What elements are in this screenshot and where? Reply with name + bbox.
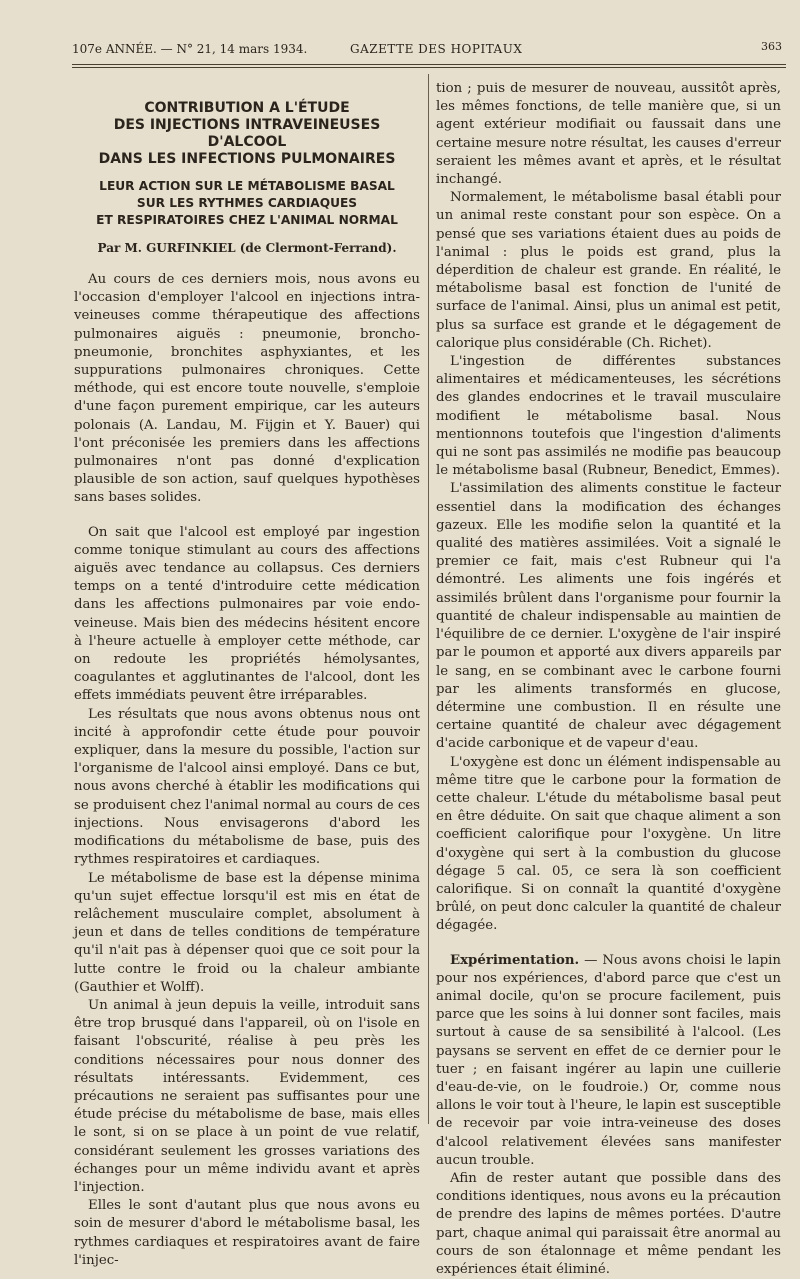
article-title (74, 100, 420, 168)
paragraph: L'ingestion de différentes substances alimentaires et médicamenteuses, les sécrétions des glandes endocrines et le travail musculaire modifient le métabolisme basal. Nous mentionnons toutefois que l'ingestion d'aliments qui ne sont pas assimilés ne modifie pas beaucoup le métabolisme basal (Rubneur, Benedict, Emmes). (436, 354, 781, 479)
header-rule (72, 67, 786, 68)
paragraph: Le métabolisme de base est la dépense minima qu'un sujet effectue lorsqu'il est mis en état de relâchement musculaire complet, absolument à jeun et dans de telles conditions de température qu'il n'ait pas à dépenser quoi que ce soit pour la lutte contre le froid ou la chaleur ambiante (Gauthier et Wolff). (74, 870, 420, 995)
subtitle-line: SUR LES RYTHMES CARDIAQUES (136, 196, 358, 210)
paragraph: L'oxygène est donc un élément indispensable au même titre que le carbone pour la formation de cette chaleur. L'étude du métabolisme basal peut en être déduite. On sait que chaque aliment a son coefficient calorifique pour l'oxygène. Un litre d'oxygène qui sert à la combustion du glucose dégage 5 cal. 05, ce sera là son coefficient calorifique. Si on connaît la quantité d'oxygène brûlé, on peut donc calculer la quantité de chaleur dégagée. (436, 754, 781, 934)
experiment-paragraph (436, 952, 781, 1170)
paragraph-text: — Nous avons choisi le lapin pour nos expériences, d'abord parce que c'est un animal docile, qu'on se procure facilement, puis parce que les soins à lui donner sont faciles, mais surtout à cause de sa sensibilité à l'alcool. (Les paysans se servent en effet de ce dernier pour le tuer ; en faisant ingérer au lapin une cuillerie d'eau-de-vie, on le foudroie.) Or, comme nous allons le voir tout à l'heure, le lapin est susceptible de recevoir par voie intra-veineuse des doses d'alcool relativement élevées sans manifester aucun trouble. (436, 952, 781, 1168)
paragraph: Au cours de ces derniers mois, nous avons eu l'occasion d'employer l'alcool en injections intra-veineuses comme thérapeutique des affections pulmonaires aiguës : pneumonie, broncho-pneumonie, bronchites asphyxiantes, et les suppurations pulmonaires chroniques. Cette méthode, qui est encore toute nouvelle, s'emploie d'une façon purement empirique, car les auteurs polonais (A. Landau, M. Fijgin et Y. Bauer) qui l'ont préconisée les premiers dans les affections pulmonaires n'ont pas donné d'explication plausible de son action, sauf quelques hypothèses sans bases solides. (74, 272, 420, 506)
article-subtitle (74, 178, 420, 229)
journal-title: GAZETTE DES HOPITAUX (350, 42, 523, 56)
subtitle-line: ET RESPIRATOIRES CHEZ L'ANIMAL NORMAL (96, 213, 398, 227)
paragraph: Les résultats que nous avons obtenus nous ont incité à approfondir cette étude pour pouvoir expliquer, dans la mesure du possible, l'action sur l'organisme de l'alcool ainsi employé. Dans ce but, nous avons cherché à établir les modifications qui se produisent chez l'animal normal au cours de ces injections. Nous envisagerons d'abord les modifications du métabolisme de base, puis des rythmes respiratoires et cardiaques. (74, 706, 420, 868)
title-line: CONTRIBUTION A L'ÉTUDE (144, 100, 350, 116)
title-line: DES INJECTIONS INTRAVEINEUSES D'ALCOOL (113, 117, 381, 150)
subtitle-line: LEUR ACTION SUR LE MÉTABOLISME BASAL (99, 179, 395, 193)
running-header (72, 40, 782, 60)
title-line: DANS LES INFECTIONS PULMONAIRES (98, 151, 396, 167)
paragraph: Elles le sont d'autant plus que nous avons eu soin de mesurer d'abord le métabolisme basal, les rythmes cardiaques et respiratoires avant de faire l'injec- (74, 1198, 420, 1268)
paragraph: tion ; puis de mesurer de nouveau, aussitôt après, les mêmes fonctions, de telle manière que, si un agent extérieur modifiait ou faussait dans une certaine mesure notre résultat, les causes d'erreur seraient les mêmes avant et après, et le résultat inchangé. (436, 81, 781, 188)
paragraph: L'assimilation des aliments constitue le facteur essentiel dans la modification des échanges gazeux. Elle les modifie selon la quantité et la qualité des matières assimilées. Voit a signalé le premier ce fait, mais c'est Rubneur qui l'a démontré. Les aliments une fois ingérés et assimilés brûlent dans l'organisme pour fournir la quantité de chaleur indispensable au maintien de l'équilibre de ce dernier. L'oxygène de l'air inspiré par le poumon et apporté aux divers appareils par le sang, en se combinant avec le carbone fourni par les aliments transformés en glucose, détermine une combustion. Il en résulte une certaine quantité de chaleur avec dégagement d'acide carbonique et de vapeur d'eau. (436, 481, 781, 752)
left-column (74, 80, 420, 1270)
page-number: 363 (761, 40, 782, 53)
header-rule (72, 64, 786, 65)
paragraph: Normalement, le métabolisme basal établi pour un animal reste constant pour son espèce. On a pensé que ses variations étaient dues au poids de l'animal : plus le poids est grand, plus la déperdition de chaleur est grande. En réalité, le métabolisme basal est fonction de l'unité de surface de l'animal. Ainsi, plus un animal est petit, plus sa surface est grande et le dégagement de calorique plus considérable (Ch. Richet). (436, 190, 781, 351)
issue-info: 107e ANNÉE. — N° 21, 14 mars 1934. (72, 42, 308, 56)
section-heading: Expérimentation. (450, 952, 580, 968)
paragraph: Un animal à jeun depuis la veille, introduit sans être trop brusqué dans l'appareil, où on l'isole en faisant l'obscurité, réalise à peu près les conditions nécessaires pour nous donner des résultats intéressants. Evidemment, ces précautions ne seraient pas suffisantes pour une étude précise du métabolisme de base, mais elles le sont, si on se place à un point de vue relatif, considérant seulement les grosses variations des échanges pour un même individu avant et après l'injection. (74, 997, 420, 1195)
author-byline: Par M. GURFINKIEL (de Clermont-Ferrand). (97, 241, 397, 255)
paragraph: On sait que l'alcool est employé par ingestion comme tonique stimulant au cours des affections aiguës avec tendance au collapsus. Ces derniers temps on a tenté d'introduire cette médication dans les affections pulmonaires par voie endo-veineuse. Mais bien des médecins hésitent encore à l'heure actuelle à employer cette méthode, car on redoute les propriétés hémolysantes, coagulantes et agglutinantes de l'alcool, dont les effets immédiats peuvent être irréparables. (74, 524, 420, 704)
column-divider (428, 74, 429, 1124)
right-column (436, 80, 781, 1279)
paragraph: Afin de rester autant que possible dans des conditions identiques, nous avons eu la précaution de prendre des lapins de mêmes portées. D'autre part, chaque animal qui paraissait être anormal au cours de son étalonnage et même pendant les expériences était éliminé. (436, 1170, 781, 1277)
